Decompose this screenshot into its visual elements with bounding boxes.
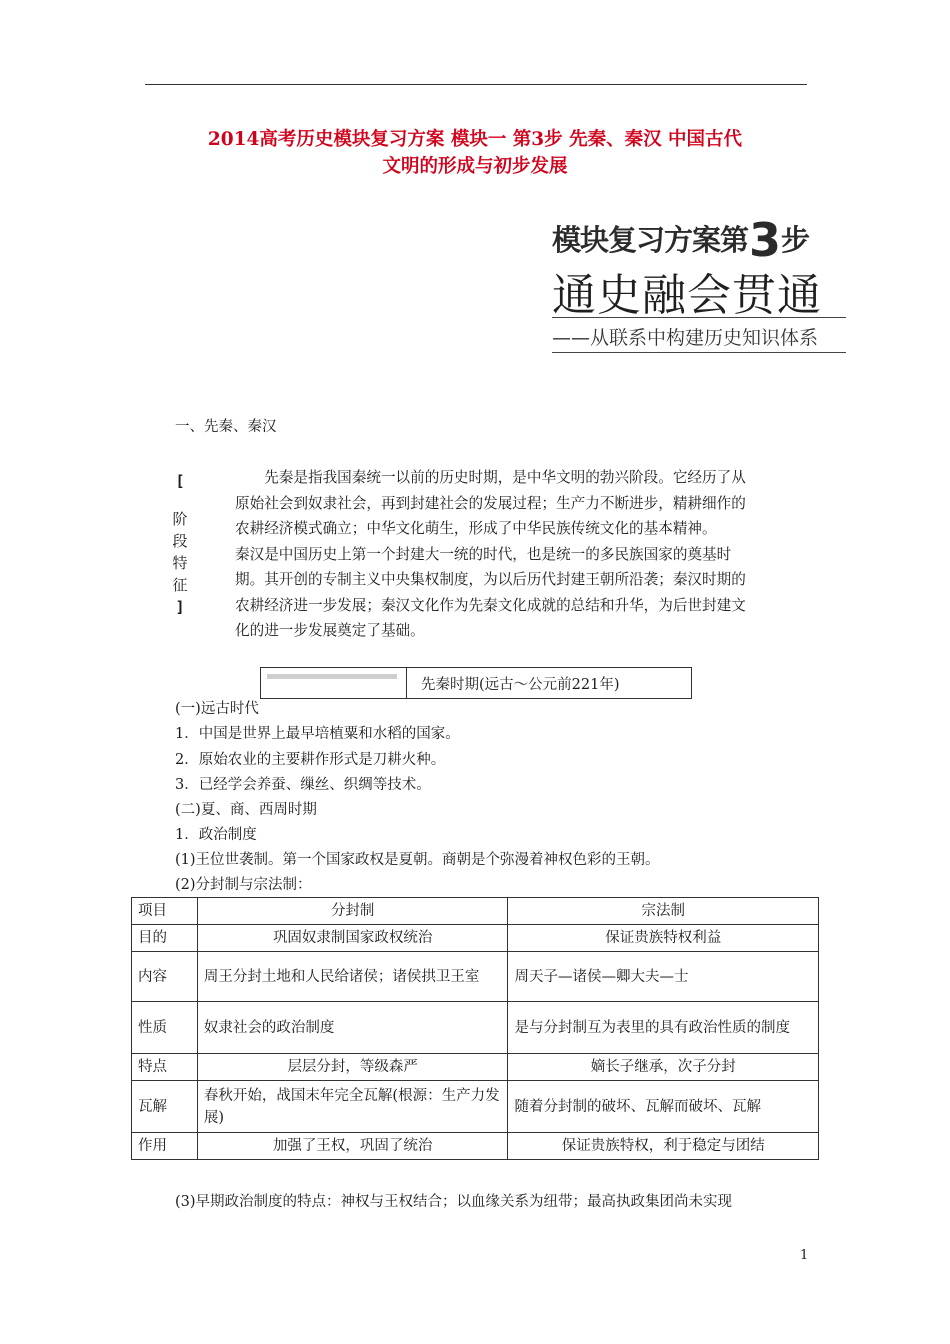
comparison-table: [131, 897, 819, 1160]
section-heading: 一、先秦、秦汉: [175, 419, 277, 435]
header-bar: [267, 674, 397, 679]
page-title-line1: 2014高考历史模块复习方案 模块一 第3步 先秦、秦汉 中国古代: [207, 129, 743, 150]
banner-rule: [552, 317, 846, 318]
banner-line1: 模块复习方案第3步: [552, 213, 810, 267]
banner-line3: ——从联系中构建历史知识体系: [552, 327, 819, 349]
table-row: 作用 加强了王权，巩固了统治 保证贵族特权，利于稳定与团结: [132, 1133, 819, 1160]
module-banner: [548, 207, 848, 353]
banner-rule-bottom: [552, 352, 846, 353]
body-line: 1．中国是世界上最早培植粟和水稻的国家。: [175, 726, 460, 742]
body-line: (二)夏、商、西周时期: [175, 802, 317, 818]
banner-step-number: 3: [749, 213, 781, 267]
banner-line2: 通史融会贯通: [552, 270, 822, 321]
table-row: 瓦解 春秋开始，战国末年完全瓦解(根源：生产力发展) 随着分封制的破坏、瓦解而破坏、瓦解: [132, 1081, 819, 1133]
table-header-row: 项目 分封制 宗法制: [132, 898, 819, 925]
table-row: 目的 巩固奴隶制国家政权统治 保证贵族特权利益: [132, 925, 819, 952]
table-row: 内容 周王分封土地和人民给诸侯；诸侯拱卫王室 周天子—诸侯—卿大夫—士: [132, 952, 819, 1002]
stage-paragraph: 先秦是指我国秦统一以前的历史时期，是中华文明的勃兴阶段。它经历了从 原始社会到奴隶社会，再到封建社会的发展过程；生产力不断进步，精耕细作的 农耕经济模式确立；中华文化萌生，形成了中华民族传统文化的基本精神。 秦汉是中国历史上第一个封建大一统的时代，也是统一的多民族国家的奠基时 期。其开创的专制主义中央集权制度，为以后历代封建王朝所沿袭；秦汉时期的 农耕经济进一步发展；秦汉文化作为先秦文化成就的总结和升华，为后世封建文 化的进一步发展奠定了基础。: [235, 469, 746, 639]
body-line: 3．已经学会养蚕、缫丝、织绸等技术。: [175, 777, 431, 793]
period-header: 先秦时期(远古～公元前221年): [421, 677, 620, 693]
table-row: 特点 层层分封，等级森严 嫡长子继承，次子分封: [132, 1054, 819, 1081]
body-line: (2)分封制与宗法制：: [175, 877, 312, 893]
top-rule: [145, 84, 807, 85]
page-number: 1: [800, 1248, 809, 1263]
footer-text: (3)早期政治制度的特点：神权与王权结合；以血缘关系为纽带；最高执政集团尚未实现: [175, 1194, 733, 1210]
table-row: 性质 奴隶社会的政治制度 是与分封制互为表里的具有政治性质的制度: [132, 1002, 819, 1054]
body-line: 1．政治制度: [175, 827, 257, 843]
body-line: 2．原始农业的主要耕作形式是刀耕火种。: [175, 752, 446, 768]
stage-feature-label: [ 阶 段 特 征 ]: [172, 472, 188, 616]
period-header-box: [260, 667, 692, 699]
body-line: (1)王位世袭制。第一个国家政权是夏朝。商朝是个弥漫着神权色彩的王朝。: [175, 852, 660, 868]
body-line: (一)远古时代: [175, 701, 259, 717]
page-title-line2: 文明的形成与初步发展: [382, 156, 568, 177]
